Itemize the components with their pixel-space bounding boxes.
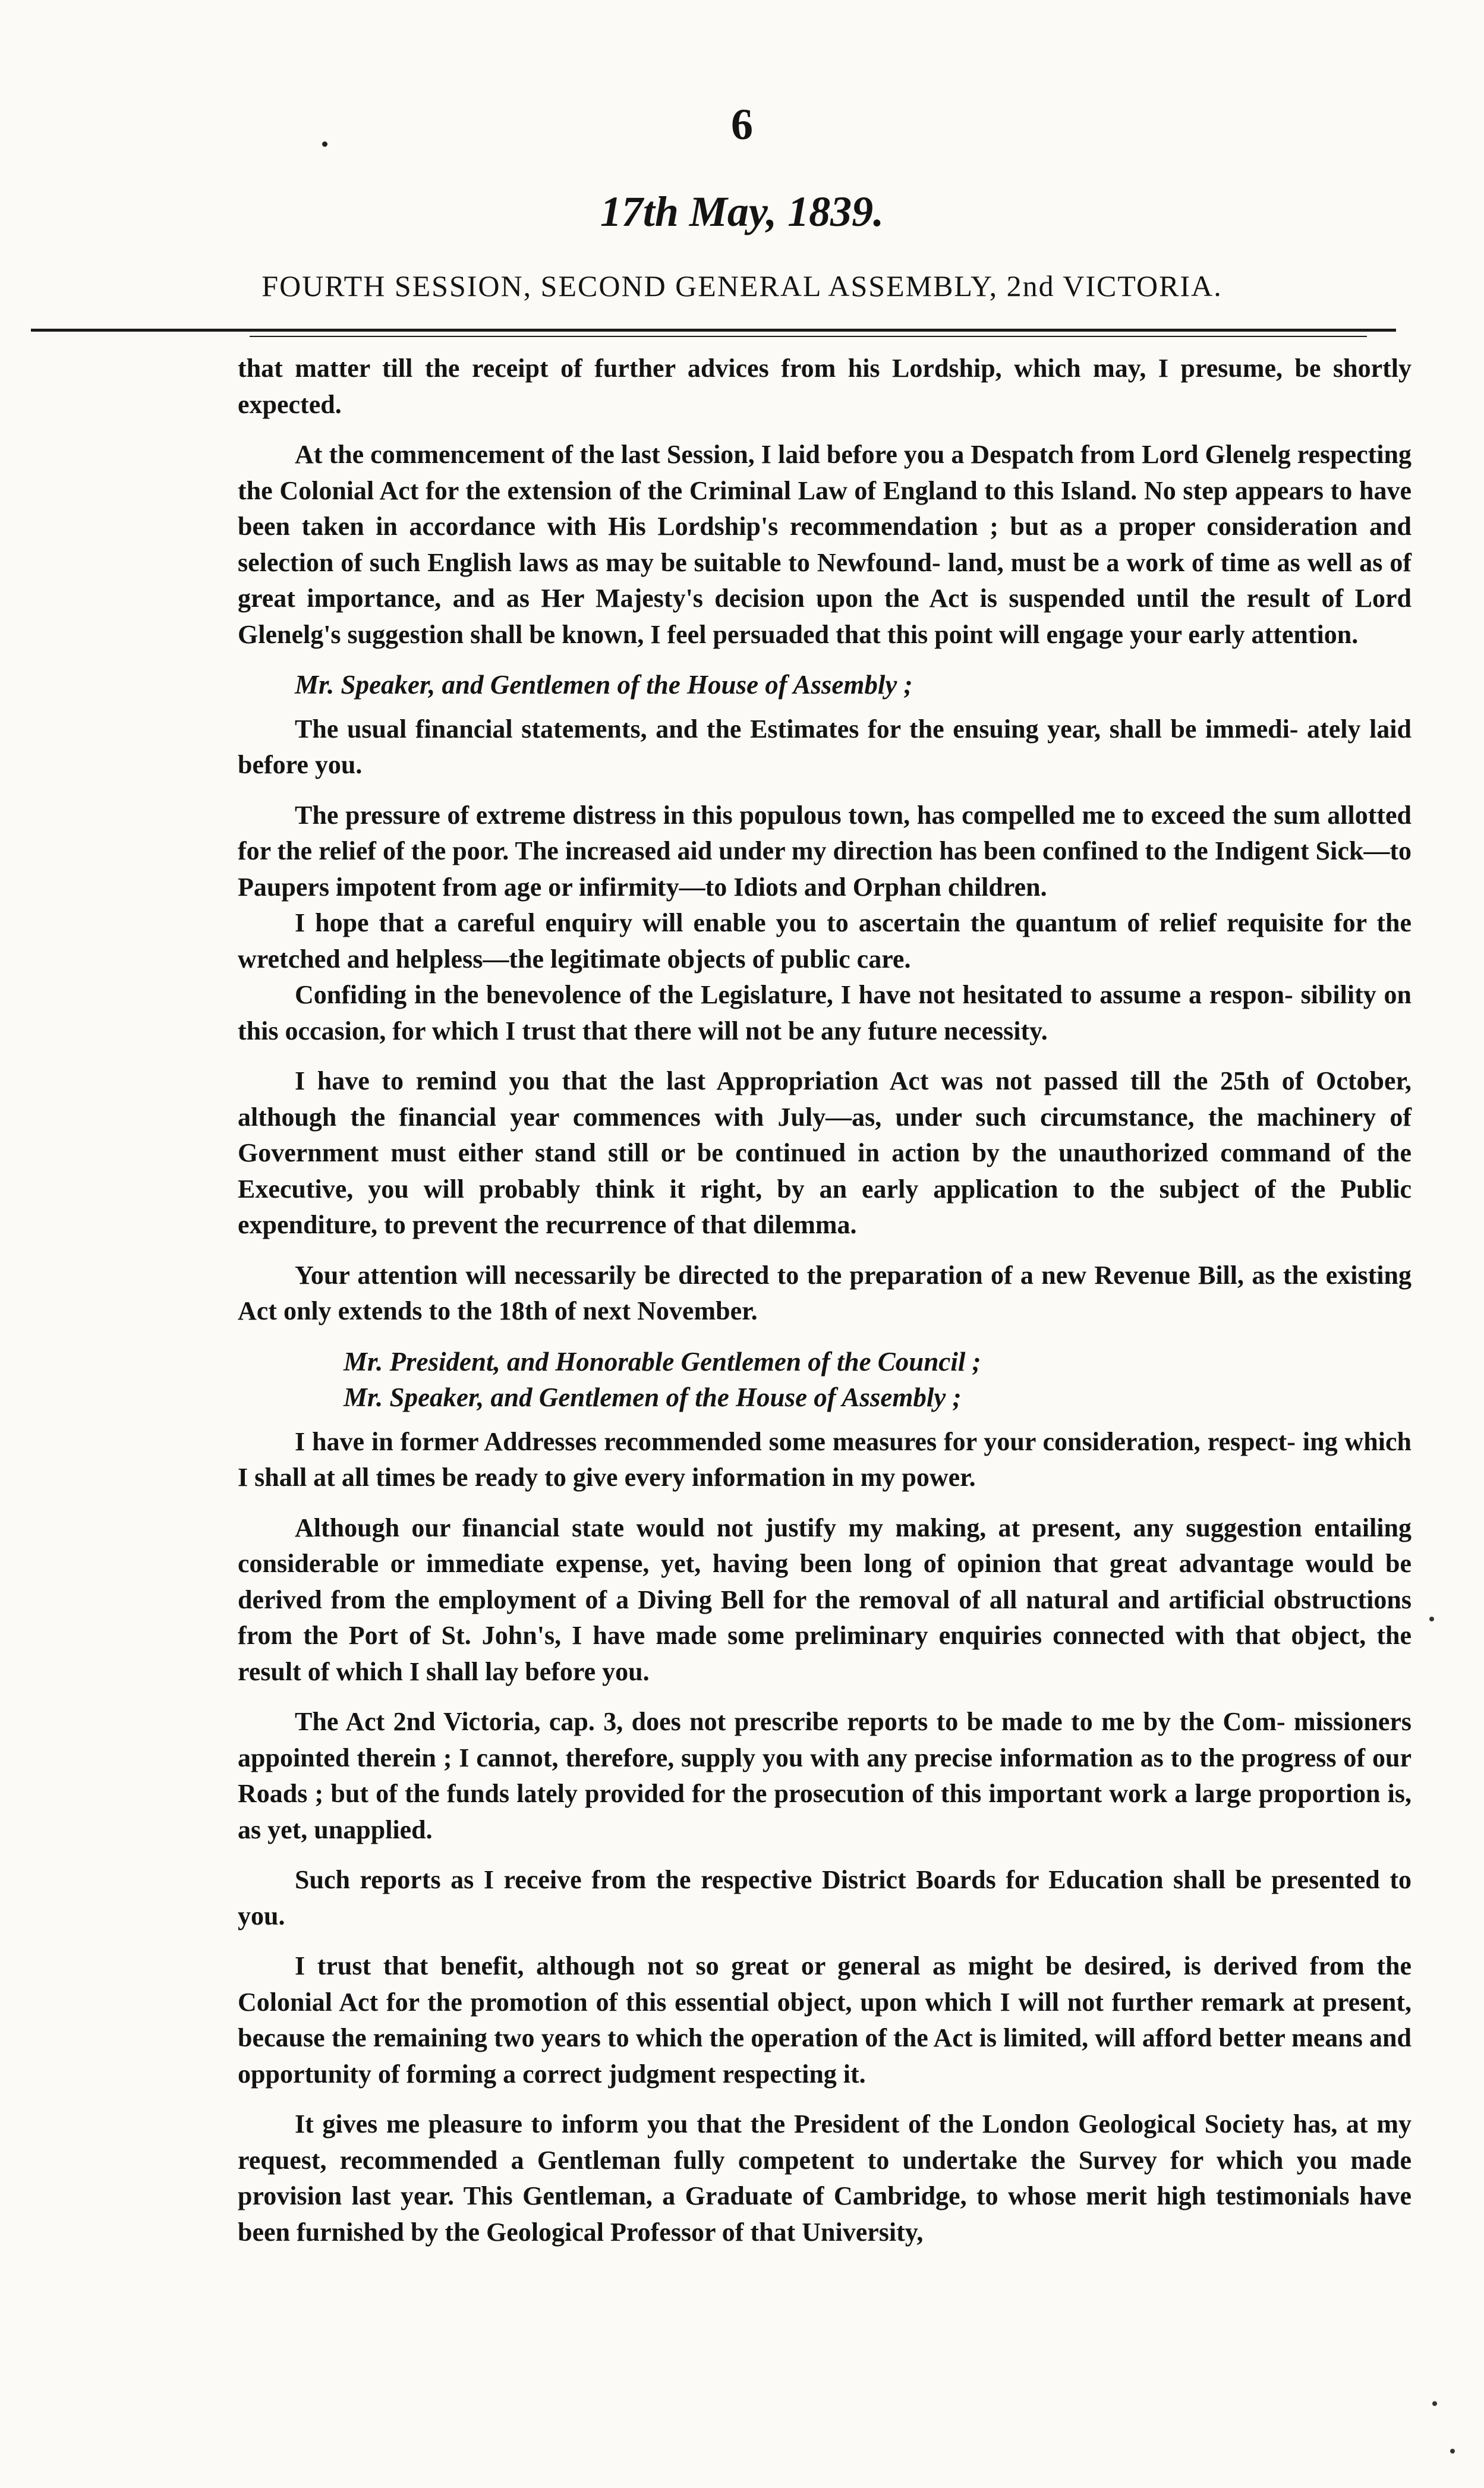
paragraph: Confiding in the benevolence of the Legislature, I have not hesitated to assume a respon- sibility on this occasion, for which I trust that there will not be any future necessity. — [238, 980, 1411, 1045]
stray-mark — [1450, 2449, 1455, 2454]
speech-body — [238, 351, 1411, 2250]
address-heading: Mr. Speaker, and Gentlemen of the House of Assembly ; — [295, 670, 913, 700]
heading-rule — [31, 329, 1396, 332]
date-heading: 17th May, 1839. — [600, 188, 884, 235]
address-heading: Mr. President, and Honorable Gentlemen of the Council ; — [344, 1346, 981, 1377]
page-number: 6 — [731, 100, 753, 149]
paragraph: I have in former Addresses recommended some measures for your consideration, respect- ing which I shall at all times be ready to give every information in my power. — [238, 1426, 1411, 1492]
paragraph: Although our financial state would not justify my making, at present, any suggestion entailing considerable or immediate expense, yet, having been long of opinion that great advantage would be derived from the employment of a Diving Bell for the removal of all natural and artificial obstructions from the Port of St. John's, I have made some preliminary enquiries connected with that object, the result of which I shall lay before you. — [238, 1513, 1411, 1686]
heading-rule-thin — [250, 336, 1367, 337]
paragraph: The Act 2nd Victoria, cap. 3, does not prescribe reports to be made to me by the Com- missioners appointed therein ; I cannot, therefore, supply you with any precise information as to the progress of our Roads ; but of the funds lately provided for the prosecution of this important work a large proportion is, as yet, unapplied. — [238, 1707, 1411, 1844]
stray-mark — [1429, 1617, 1434, 1621]
stray-mark — [322, 141, 327, 147]
paragraph: It gives me pleasure to inform you that the President of the London Geological Society has, at my request, recommended a Gentleman fully competent to undertake the Survey for which you made provision last year. This Gentleman, a Graduate of Cambridge, to whose merit high testimonials have been furnished by the Geological Professor of that University, — [238, 2109, 1411, 2247]
paragraph: Your attention will necessarily be directed to the preparation of a new Revenue Bill, as the existing Act only extends to the 18th of next November. — [238, 1260, 1411, 1325]
paragraph: At the commencement of the last Session, I laid before you a Despatch from Lord Glenelg respecting the Colonial Act for the extension of the Criminal Law of England to this Island. No step appears to have been taken in accordance with His Lordship's recommendation ; but as a proper consideration and selection of such English laws as may be suitable to Newfound- land, must be a work of time as well as of great importance, and as Her Majesty's decision upon the Act is suspended until the result of Lord Glenelg's suggestion shall be known, I feel persuaded that this point will engage your early attention. — [238, 440, 1411, 649]
paragraph: I trust that benefit, although not so great or general as might be desired, is derived from the Colonial Act for the promotion of this essential object, upon which I will not further remark at present, because the remaining two years to which the operation of the Act is limited, will afford better means and opportunity of forming a correct judgment respecting it. — [238, 1951, 1411, 2089]
address-heading: Mr. Speaker, and Gentlemen of the House of Assembly ; — [344, 1382, 962, 1412]
paragraph: I have to remind you that the last Appropriation Act was not passed till the 25th of October, although the financial year commences with July—as, under such circumstance, the machinery of Government must either stand still or be continued in action by the unauthorized command of the Executive, you will probably think it right, by an early application to the subject of the Public expenditure, to prevent the recurrence of that dilemma. — [238, 1066, 1411, 1239]
session-heading: FOURTH SESSION, SECOND GENERAL ASSEMBLY, 2nd VICTORIA. — [261, 269, 1223, 303]
paragraph: Such reports as I receive from the respective District Boards for Education shall be presented to you. — [238, 1865, 1411, 1930]
paragraph: I hope that a careful enquiry will enable you to ascertain the quantum of relief requisite for the wretched and helpless—the legitimate objects of public care. — [238, 908, 1411, 974]
stray-mark — [1432, 2401, 1437, 2406]
paragraph: The usual financial statements, and the Estimates for the ensuing year, shall be immedi- ately laid before you. — [238, 714, 1411, 779]
paragraph: that matter till the receipt of further advices from his Lordship, which may, I presume, be shortly expected. — [238, 354, 1411, 419]
paragraph: The pressure of extreme distress in this populous town, has compelled me to exceed the sum allotted for the relief of the poor. The increased aid under my direction has been confined to the Indigent Sick—to Paupers impotent from age or infirmity—to Idiots and Orphan children. — [238, 800, 1411, 902]
